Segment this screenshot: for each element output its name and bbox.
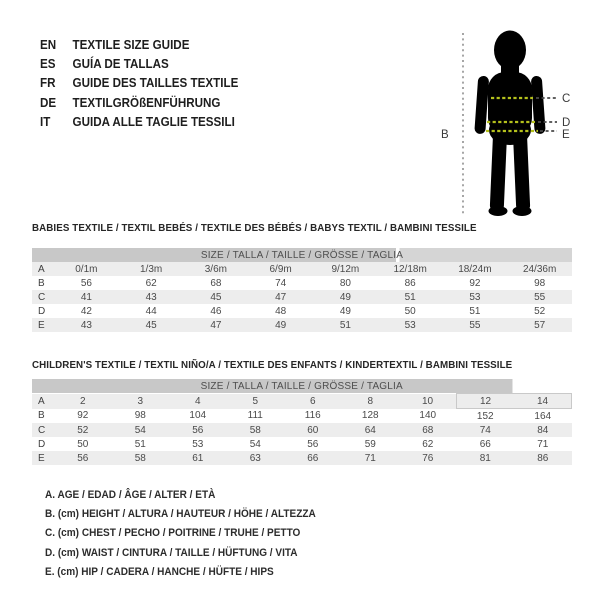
cell: 56 bbox=[169, 423, 227, 437]
cell: 58 bbox=[227, 423, 285, 437]
cell: 98 bbox=[134, 410, 146, 422]
cell: 152 bbox=[476, 410, 494, 422]
hip-label: E bbox=[562, 129, 570, 141]
cell: 56 bbox=[307, 438, 319, 450]
language-code: IT bbox=[40, 114, 51, 129]
cell: 12/18m bbox=[378, 262, 443, 276]
language-row bbox=[40, 74, 238, 93]
cell: 56 bbox=[54, 451, 112, 465]
language-row bbox=[40, 55, 238, 74]
height-label: B bbox=[441, 129, 449, 141]
language-row bbox=[40, 113, 238, 132]
cell: 55 bbox=[507, 290, 572, 304]
cell: 49 bbox=[313, 290, 378, 304]
cell: 104 bbox=[189, 410, 207, 422]
legend-line-age: A. AGE / EDAD / ÂGE / ALTER / ETÀ bbox=[45, 489, 216, 501]
children-size-table bbox=[32, 379, 572, 465]
cell: 0/1m bbox=[54, 262, 119, 276]
cell: 52 bbox=[534, 305, 546, 317]
cell: 68 bbox=[210, 277, 222, 289]
cell: 92 bbox=[469, 277, 481, 289]
babies-size-table bbox=[32, 248, 572, 332]
cell: 46 bbox=[210, 305, 222, 317]
row-label: C bbox=[32, 290, 54, 304]
cell: 52 bbox=[54, 423, 112, 437]
language-title: GUÍA DE TALLAS bbox=[72, 57, 169, 72]
cell: 4 bbox=[169, 394, 227, 409]
table-row bbox=[32, 437, 572, 451]
cell: 55 bbox=[443, 318, 508, 332]
cell: 8 bbox=[342, 394, 400, 409]
cell: 50 bbox=[77, 438, 89, 450]
cell: 128 bbox=[361, 410, 379, 422]
cell: 45 bbox=[119, 318, 184, 332]
cell: 61 bbox=[169, 451, 227, 465]
cell: 43 bbox=[119, 290, 184, 304]
cell: 42 bbox=[80, 305, 92, 317]
row-label: D bbox=[38, 305, 46, 317]
language-row bbox=[40, 94, 238, 113]
measurement-legend bbox=[45, 486, 316, 582]
cell: 74 bbox=[275, 277, 287, 289]
cell: 3 bbox=[112, 394, 170, 409]
child-measurement-figure bbox=[430, 10, 600, 230]
language-code: DE bbox=[40, 95, 57, 110]
cell: 164 bbox=[534, 410, 552, 422]
language-code: FR bbox=[40, 76, 56, 91]
size-header-row bbox=[32, 248, 572, 262]
row-label: C bbox=[32, 423, 54, 437]
legend-line-hip: E. (cm) HIP / CADERA / HANCHE / HÜFTE / HIPS bbox=[45, 565, 274, 578]
language-list bbox=[40, 36, 238, 132]
cell: 81 bbox=[457, 451, 515, 465]
language-title: GUIDA ALLE TAGLIE TESSILI bbox=[72, 114, 235, 129]
waist-label: D bbox=[562, 117, 571, 129]
language-title: TEXTILE SIZE GUIDE bbox=[72, 38, 190, 52]
cell: 86 bbox=[404, 277, 416, 289]
cell: 43 bbox=[54, 318, 119, 332]
cell: 47 bbox=[184, 318, 249, 332]
cell: 18/24m bbox=[443, 262, 508, 276]
cell: 68 bbox=[399, 423, 457, 437]
table-row bbox=[32, 304, 572, 318]
cell: 51 bbox=[378, 290, 443, 304]
cell: 140 bbox=[419, 410, 437, 422]
table-row bbox=[32, 276, 572, 290]
chest-label: C bbox=[562, 93, 571, 105]
cell: 24/36m bbox=[507, 262, 572, 276]
child-silhouette-icon bbox=[474, 31, 546, 217]
table-row bbox=[32, 318, 572, 332]
table-row bbox=[32, 394, 572, 409]
table-row bbox=[32, 290, 572, 304]
legend-line-waist: D. (cm) WAIST / CINTURA / TAILLE / HÜFTUNG / VITA bbox=[45, 546, 298, 559]
row-label: E bbox=[32, 451, 54, 465]
cell: 53 bbox=[443, 290, 508, 304]
cell: 86 bbox=[514, 451, 572, 465]
cell: 71 bbox=[342, 451, 400, 465]
cell: 80 bbox=[339, 277, 351, 289]
cell: 53 bbox=[378, 318, 443, 332]
language-code: ES bbox=[40, 57, 56, 72]
cell: 14 bbox=[514, 394, 572, 409]
cell: 111 bbox=[247, 410, 263, 422]
cell: 74 bbox=[457, 423, 515, 437]
language-title: GUIDE DES TAILLES TEXTILE bbox=[72, 76, 239, 91]
cell: 47 bbox=[248, 290, 313, 304]
cell: 3/6m bbox=[184, 262, 249, 276]
legend-line-chest: C. (cm) CHEST / PECHO / POITRINE / TRUHE / PETTO bbox=[45, 527, 301, 540]
cell: 60 bbox=[284, 423, 342, 437]
cell: 64 bbox=[342, 423, 400, 437]
table-row bbox=[32, 451, 572, 465]
cell: 58 bbox=[112, 451, 170, 465]
language-code: EN bbox=[40, 38, 57, 52]
cell: 116 bbox=[304, 410, 321, 422]
legend-line-height: B. (cm) HEIGHT / ALTURA / HAUTEUR / HÖHE / ALTEZZA bbox=[45, 508, 316, 521]
language-row bbox=[40, 36, 238, 55]
cell: 51 bbox=[469, 305, 481, 317]
row-label: E bbox=[32, 318, 54, 332]
cell: 54 bbox=[249, 438, 261, 450]
cell: 5 bbox=[227, 394, 285, 409]
cell: 98 bbox=[534, 277, 546, 289]
cell: 66 bbox=[479, 438, 491, 450]
cell: 59 bbox=[364, 438, 376, 450]
cell: 50 bbox=[404, 305, 416, 317]
cell: 54 bbox=[112, 423, 170, 437]
cell: 76 bbox=[399, 451, 457, 465]
language-title: TEXTILGRÖßENFÜHRUNG bbox=[72, 95, 221, 110]
cell: 10 bbox=[399, 394, 457, 409]
children-section-title: CHILDREN'S TEXTILE / TEXTIL NIÑO/A / TEXTILE DES ENFANTS / KINDERTEXTIL / BAMBINI TESSILE bbox=[32, 359, 513, 371]
cell: 51 bbox=[313, 318, 378, 332]
cell: 41 bbox=[54, 290, 119, 304]
cell: 66 bbox=[284, 451, 342, 465]
row-label: B bbox=[38, 410, 45, 422]
table-row bbox=[32, 423, 572, 437]
size-header: SIZE / TALLA / TAILLE / GRÖSSE / TAGLIA bbox=[32, 248, 572, 262]
cell: 62 bbox=[422, 438, 434, 450]
cell: 9/12m bbox=[313, 262, 378, 276]
row-label: D bbox=[38, 438, 46, 450]
cell: 84 bbox=[514, 423, 572, 437]
cell: 49 bbox=[248, 318, 313, 332]
cell: 6/9m bbox=[248, 262, 313, 276]
cell: 51 bbox=[134, 438, 146, 450]
cell: 57 bbox=[507, 318, 572, 332]
cell: 71 bbox=[537, 438, 549, 450]
cell: 49 bbox=[339, 305, 351, 317]
babies-section-title: BABIES TEXTILE / TEXTIL BEBÉS / TEXTILE DES BÉBÉS / BABYS TEXTIL / BAMBINI TESSILE bbox=[32, 222, 477, 234]
cell: 62 bbox=[145, 277, 157, 289]
size-header: SIZE / TALLA / TAILLE / GRÖSSE / TAGLIA bbox=[32, 379, 572, 394]
row-label: A bbox=[32, 262, 54, 276]
cell: 1/3m bbox=[119, 262, 184, 276]
row-label: B bbox=[38, 277, 45, 289]
size-header-row bbox=[32, 379, 572, 394]
cell: 45 bbox=[184, 290, 249, 304]
cell: 63 bbox=[227, 451, 285, 465]
cell: 56 bbox=[80, 277, 92, 289]
cell: 92 bbox=[77, 410, 89, 422]
cell: 6 bbox=[284, 394, 342, 409]
cell: 2 bbox=[54, 394, 112, 409]
cell: 48 bbox=[275, 305, 287, 317]
row-label: A bbox=[32, 394, 54, 409]
table-row bbox=[32, 262, 572, 276]
table-row bbox=[32, 409, 572, 424]
cell: 44 bbox=[145, 305, 157, 317]
cell: 12 bbox=[457, 394, 515, 409]
cell: 53 bbox=[192, 438, 204, 450]
